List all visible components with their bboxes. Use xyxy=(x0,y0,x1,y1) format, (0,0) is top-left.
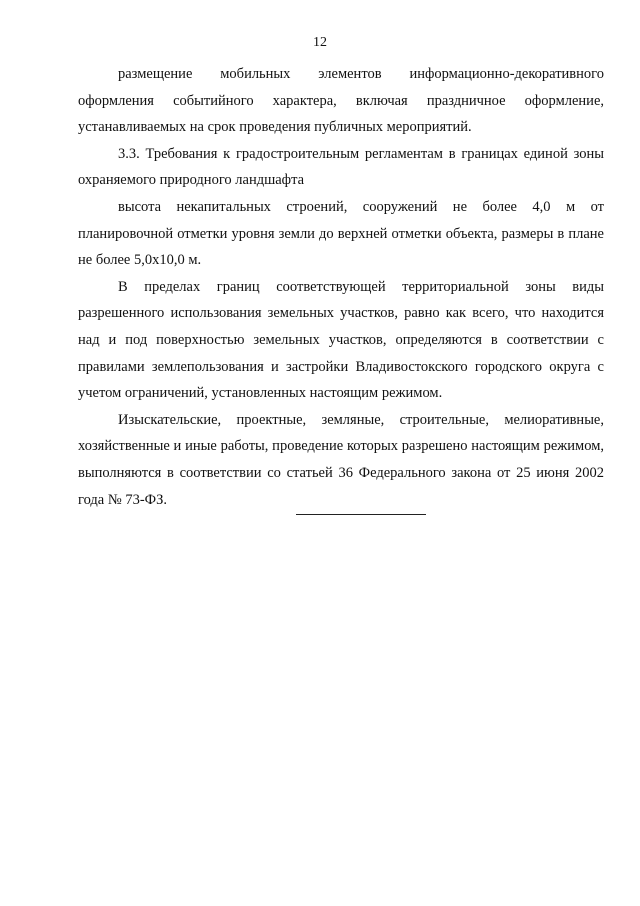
page-number: 12 xyxy=(313,35,327,50)
end-divider-line xyxy=(296,514,426,515)
paragraph-mobile-elements: размещение мобильных элементов информационно-декоративного оформления событийного характера, включая праздничное оформление, устанавливаемых на срок проведения публичных мероприятий. xyxy=(78,66,604,136)
paragraph-building-height: высота некапитальных строений, сооружений не более 4,0 м от планировочной отметки уровня земли до верхней отметки объекта, размеры в плане не более 5,0х10,0 м. xyxy=(78,198,604,269)
paragraph-section-3-3-heading: 3.3. Требования к градостроительным регламентам в границах единой зоны охраняемого природного ландшафта xyxy=(78,145,604,189)
paragraph-land-use: В пределах границ соответствующей территориальной зоны виды разрешенного использования земельных участков, равно как всего, что находится над и под поверхностью земельных участков, определяются в соответствии с правилами землепользования и застройки Владивостокского городского округа с учетом ограничений, установленных настоящим режимом. xyxy=(78,278,604,402)
document-body xyxy=(78,61,604,513)
paragraph-works: Изыскательские, проектные, земляные, строительные, мелиоративные, хозяйственные и иные работы, проведение которых разрешено настоящим режимом, выполняются в соответствии со статьей 36 Федерального закона от 25 июня 2002 года № 73-ФЗ. xyxy=(78,411,604,508)
